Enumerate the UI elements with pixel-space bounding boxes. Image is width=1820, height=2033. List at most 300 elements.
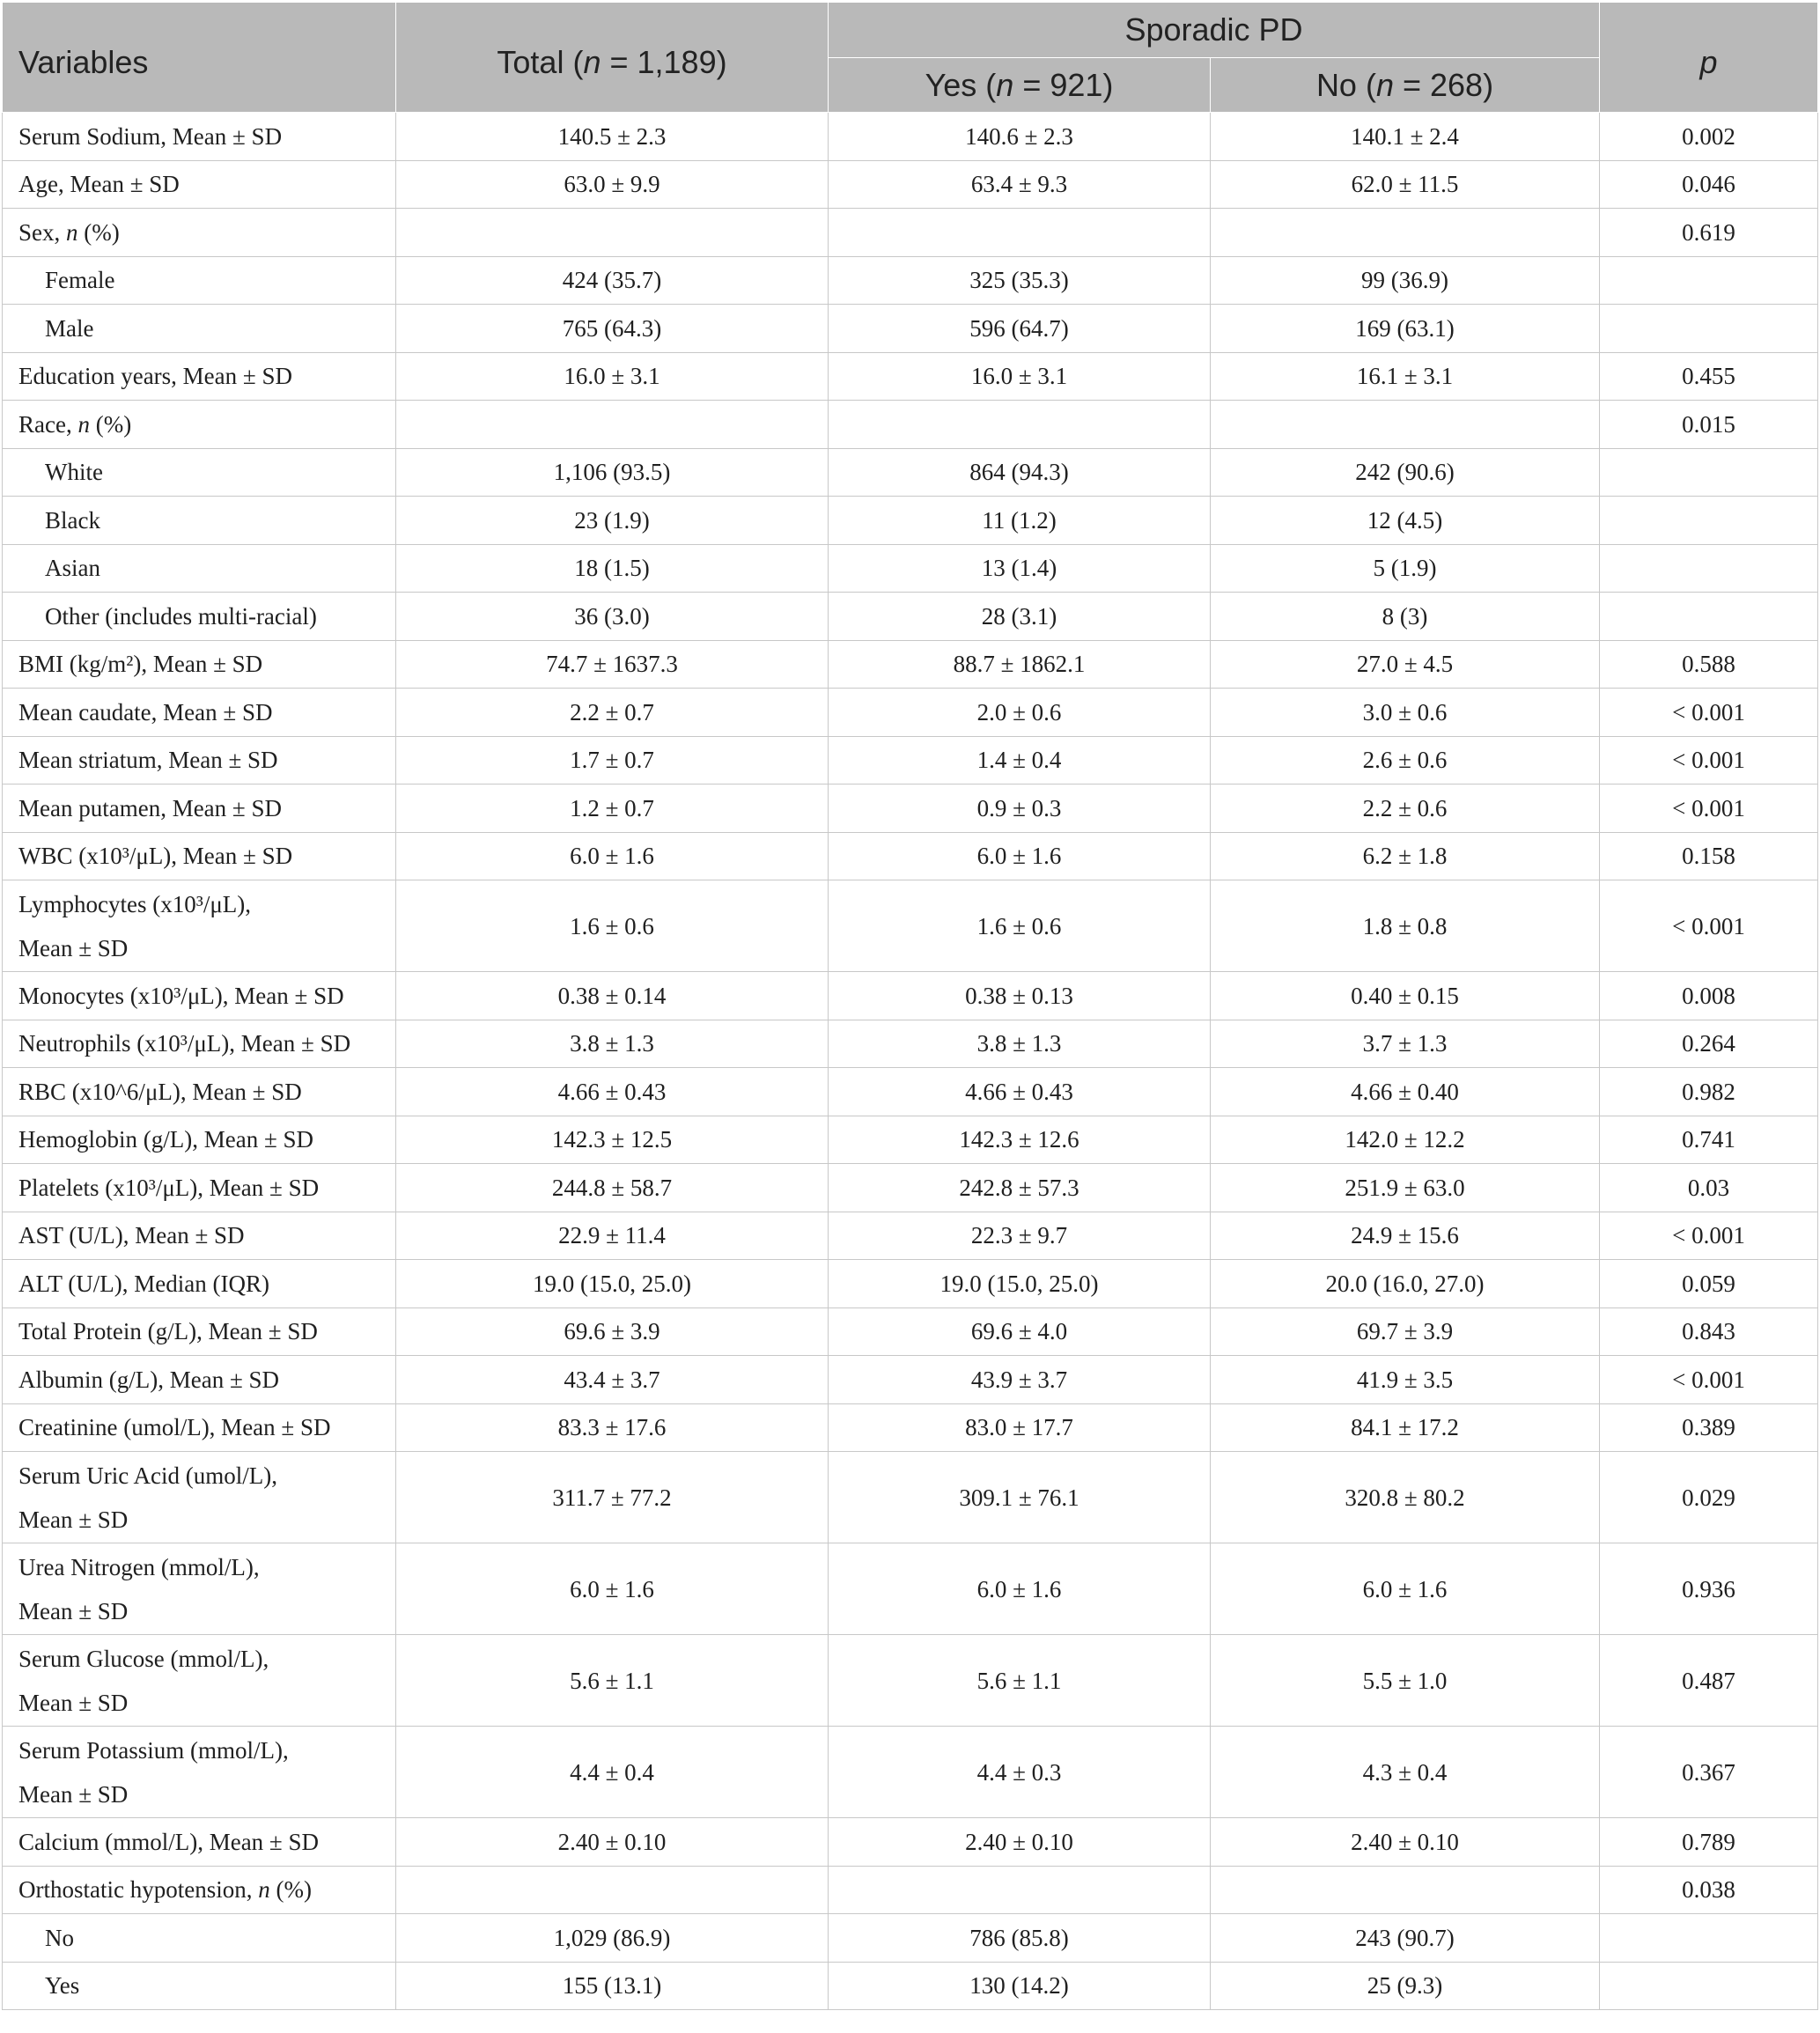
cell-p-value-text: 0.588 — [1682, 651, 1735, 678]
table-row — [3, 209, 1818, 257]
cell-pd-no-text: 99 (36.9) — [1361, 267, 1448, 294]
row-label-text: AST (U/L), Mean ± SD — [18, 1222, 245, 1249]
cell-pd-no-text: 2.6 ± 0.6 — [1362, 747, 1448, 774]
cell-total-text: 69.6 ± 3.9 — [564, 1318, 660, 1345]
row-label — [3, 305, 396, 353]
cell-total-text: 765 (64.3) — [562, 314, 662, 342]
table-row — [3, 401, 1818, 449]
cell-pd-no-text: 1.8 ± 0.8 — [1362, 912, 1448, 939]
cell-pd-yes — [829, 544, 1211, 593]
cell-pd-yes — [829, 593, 1211, 641]
cell-pd-no-text: 8 (3) — [1382, 602, 1428, 630]
cell-pd-no — [1211, 1452, 1600, 1543]
table-row — [3, 1307, 1818, 1356]
row-label-text: Mean caudate, Mean ± SD — [18, 698, 273, 726]
cell-p-value-text: 0.487 — [1682, 1667, 1735, 1694]
cell-pd-yes — [829, 1866, 1211, 1914]
row-label — [3, 1635, 396, 1727]
cell-p-value — [1600, 1164, 1818, 1212]
cell-total-text: 1.2 ± 0.7 — [570, 794, 654, 821]
cell-pd-no — [1211, 593, 1600, 641]
cell-pd-yes-text: 596 (64.7) — [969, 314, 1069, 342]
cell-pd-no-text: 2.40 ± 0.10 — [1351, 1828, 1459, 1855]
row-label-text: Sex, n (%) — [18, 218, 120, 246]
cell-pd-no-text: 243 (90.7) — [1355, 1924, 1455, 1951]
cell-total — [396, 1116, 829, 1164]
cell-p-value — [1600, 113, 1818, 161]
cell-pd-yes-text: 11 (1.2) — [982, 506, 1057, 534]
cell-p-value-text: 0.029 — [1682, 1484, 1735, 1511]
cell-pd-no — [1211, 972, 1600, 1020]
cell-pd-no-text: 140.1 ± 2.4 — [1351, 122, 1459, 150]
cell-total-text: 16.0 ± 3.1 — [564, 363, 660, 390]
cell-pd-no — [1211, 1727, 1600, 1818]
row-label-text: Serum Uric Acid (umol/L), Mean ± SD — [18, 1462, 277, 1533]
row-label-text: Mean putamen, Mean ± SD — [18, 794, 283, 821]
cell-total-text: 83.3 ± 17.6 — [557, 1414, 667, 1441]
table-row — [3, 160, 1818, 209]
cell-p-value — [1600, 1020, 1818, 1068]
cell-total-text: 1,029 (86.9) — [553, 1924, 671, 1951]
cell-total-text: 3.8 ± 1.3 — [570, 1030, 654, 1057]
cell-p-value-text: < 0.001 — [1672, 747, 1745, 774]
cell-total — [396, 640, 829, 689]
row-label-text: Hemoglobin (g/L), Mean ± SD — [18, 1126, 314, 1153]
row-label — [3, 784, 396, 833]
cell-p-value-text: 0.619 — [1682, 218, 1735, 246]
row-label-text: BMI (kg/m²), Mean ± SD — [18, 651, 263, 678]
cell-p-value — [1600, 1727, 1818, 1818]
cell-total — [396, 689, 829, 737]
cell-p-value — [1600, 1116, 1818, 1164]
row-label — [3, 160, 396, 209]
cell-p-value-text: 0.367 — [1682, 1758, 1735, 1786]
cell-pd-no — [1211, 113, 1600, 161]
row-label-text: Mean striatum, Mean ± SD — [18, 747, 278, 774]
cell-pd-no-text: 169 (63.1) — [1355, 314, 1455, 342]
cell-pd-no-text: 25 (9.3) — [1367, 1972, 1443, 2000]
cell-pd-yes — [829, 1356, 1211, 1404]
cell-p-value — [1600, 209, 1818, 257]
row-label — [3, 593, 396, 641]
row-label-text: Urea Nitrogen (mmol/L), Mean ± SD — [18, 1553, 260, 1624]
cell-total — [396, 1260, 829, 1308]
cell-total-text: 311.7 ± 77.2 — [552, 1484, 672, 1511]
cell-pd-no — [1211, 1914, 1600, 1963]
cell-pd-no — [1211, 1307, 1600, 1356]
cell-pd-yes — [829, 1727, 1211, 1818]
cell-total-text: 74.7 ± 1637.3 — [546, 651, 678, 678]
row-label-text: Other (includes multi-racial) — [45, 602, 317, 630]
cell-p-value — [1600, 1452, 1818, 1543]
cell-pd-no — [1211, 640, 1600, 689]
cell-p-value — [1600, 593, 1818, 641]
cell-total-text: 142.3 ± 12.5 — [551, 1126, 673, 1153]
row-label — [3, 1962, 396, 2010]
table-row — [3, 880, 1818, 972]
cell-pd-yes-text: 83.0 ± 17.7 — [965, 1414, 1073, 1441]
cell-pd-no — [1211, 305, 1600, 353]
cell-p-value — [1600, 1212, 1818, 1260]
cell-p-value — [1600, 689, 1818, 737]
cell-total — [396, 1307, 829, 1356]
table-row — [3, 1403, 1818, 1452]
row-label-text: RBC (x10^6/μL), Mean ± SD — [18, 1078, 302, 1105]
row-label — [3, 1356, 396, 1404]
cell-p-value — [1600, 1818, 1818, 1867]
cell-pd-yes-text: 786 (85.8) — [969, 1924, 1069, 1951]
cell-pd-no — [1211, 1818, 1600, 1867]
cell-total-text: 4.66 ± 0.43 — [557, 1078, 667, 1105]
cell-pd-no — [1211, 1635, 1600, 1727]
row-label-text: Yes — [45, 1972, 80, 2000]
cell-pd-yes — [829, 880, 1211, 972]
cell-pd-yes — [829, 1962, 1211, 2010]
cell-pd-no-text: 16.1 ± 3.1 — [1356, 363, 1454, 390]
cell-pd-no — [1211, 832, 1600, 880]
cell-total — [396, 1866, 829, 1914]
row-label — [3, 401, 396, 449]
cell-pd-no-text: 20.0 (16.0, 27.0) — [1325, 1270, 1485, 1297]
cell-pd-yes — [829, 1212, 1211, 1260]
cell-pd-no — [1211, 784, 1600, 833]
cell-pd-yes-text: 16.0 ± 3.1 — [970, 363, 1068, 390]
header-p-value: p — [1600, 3, 1818, 113]
cell-pd-no-text: 4.66 ± 0.40 — [1351, 1078, 1459, 1105]
cell-pd-yes-text: 242.8 ± 57.3 — [959, 1174, 1079, 1201]
cell-total — [396, 209, 829, 257]
cell-pd-yes — [829, 1914, 1211, 1963]
cell-pd-yes — [829, 1818, 1211, 1867]
cell-pd-yes — [829, 689, 1211, 737]
cell-pd-yes-text: 13 (1.4) — [981, 555, 1057, 582]
row-label — [3, 1818, 396, 1867]
cell-p-value-text: < 0.001 — [1672, 698, 1745, 726]
cell-pd-yes — [829, 1164, 1211, 1212]
cell-pd-no — [1211, 1543, 1600, 1635]
cell-total-text: 6.0 ± 1.6 — [570, 843, 654, 870]
cell-p-value — [1600, 640, 1818, 689]
cell-total-text: 1,106 (93.5) — [553, 459, 671, 486]
cell-total — [396, 352, 829, 401]
cell-total — [396, 256, 829, 305]
cell-p-value — [1600, 1914, 1818, 1963]
cell-total-text: 18 (1.5) — [574, 555, 650, 582]
cell-p-value-text: 0.455 — [1682, 363, 1735, 390]
cell-total — [396, 1403, 829, 1452]
cell-pd-yes-text: 69.6 ± 4.0 — [970, 1318, 1068, 1345]
cell-total — [396, 1543, 829, 1635]
cell-pd-no — [1211, 1403, 1600, 1452]
cell-total — [396, 736, 829, 784]
cell-total — [396, 1164, 829, 1212]
cell-total — [396, 972, 829, 1020]
cell-pd-no — [1211, 1068, 1600, 1116]
row-label-text: Total Protein (g/L), Mean ± SD — [18, 1318, 318, 1345]
cell-total-text: 1.6 ± 0.6 — [570, 912, 654, 939]
cell-pd-no — [1211, 736, 1600, 784]
cell-p-value-text: < 0.001 — [1672, 794, 1745, 821]
header-sporadic-pd: Sporadic PD — [829, 3, 1600, 58]
table-row — [3, 1818, 1818, 1867]
cell-total-text: 0.38 ± 0.14 — [557, 982, 667, 1009]
cell-pd-yes — [829, 1635, 1211, 1727]
row-label — [3, 256, 396, 305]
row-label — [3, 209, 396, 257]
table-row — [3, 640, 1818, 689]
cell-pd-yes-text: 1.4 ± 0.4 — [976, 747, 1062, 774]
row-label — [3, 544, 396, 593]
cell-pd-yes — [829, 209, 1211, 257]
cell-p-value-text: 0.038 — [1682, 1876, 1735, 1904]
table-row — [3, 736, 1818, 784]
cell-total — [396, 497, 829, 545]
row-label — [3, 1727, 396, 1818]
cell-p-value — [1600, 497, 1818, 545]
cell-p-value — [1600, 1962, 1818, 2010]
cell-pd-no — [1211, 544, 1600, 593]
cell-pd-no-text: 24.9 ± 15.6 — [1351, 1222, 1459, 1249]
cell-p-value — [1600, 736, 1818, 784]
cell-p-value — [1600, 352, 1818, 401]
header-yes: Yes (n = 921) — [829, 58, 1211, 113]
cell-p-value-text: 0.046 — [1682, 171, 1735, 198]
cell-pd-no — [1211, 209, 1600, 257]
cell-pd-yes — [829, 1403, 1211, 1452]
table-row — [3, 497, 1818, 545]
row-label-text: Albumin (g/L), Mean ± SD — [18, 1366, 280, 1393]
cell-pd-no-text: 2.2 ± 0.6 — [1362, 794, 1448, 821]
cell-pd-no-text: 27.0 ± 4.5 — [1356, 651, 1454, 678]
cell-pd-yes-text: 130 (14.2) — [969, 1972, 1069, 2000]
table-row — [3, 1543, 1818, 1635]
cell-p-value — [1600, 972, 1818, 1020]
table-row — [3, 1020, 1818, 1068]
cell-total — [396, 113, 829, 161]
row-label — [3, 1164, 396, 1212]
header-variables: Variables — [3, 3, 396, 113]
row-label — [3, 736, 396, 784]
cell-p-value — [1600, 832, 1818, 880]
cell-pd-yes-text: 4.66 ± 0.43 — [965, 1078, 1073, 1105]
table-row — [3, 1212, 1818, 1260]
cell-total — [396, 1727, 829, 1818]
cell-total-text: 19.0 (15.0, 25.0) — [533, 1270, 691, 1297]
row-label — [3, 1452, 396, 1543]
row-label — [3, 1866, 396, 1914]
table-row — [3, 972, 1818, 1020]
cell-pd-yes — [829, 736, 1211, 784]
cell-pd-yes — [829, 1260, 1211, 1308]
cell-pd-yes — [829, 256, 1211, 305]
cell-pd-yes — [829, 1543, 1211, 1635]
cell-p-value — [1600, 544, 1818, 593]
cell-pd-no-text: 41.9 ± 3.5 — [1356, 1366, 1454, 1393]
cell-pd-yes-text: 4.4 ± 0.3 — [976, 1758, 1062, 1786]
cell-total-text: 6.0 ± 1.6 — [570, 1575, 654, 1602]
cell-p-value-text: 0.03 — [1687, 1174, 1730, 1201]
table-row — [3, 1635, 1818, 1727]
cell-total — [396, 160, 829, 209]
cell-p-value-text: 0.264 — [1682, 1030, 1735, 1057]
cell-p-value — [1600, 784, 1818, 833]
cell-p-value — [1600, 880, 1818, 972]
cell-pd-no — [1211, 352, 1600, 401]
table-row — [3, 1452, 1818, 1543]
cell-pd-no-text: 242 (90.6) — [1355, 459, 1455, 486]
row-label-text: Serum Glucose (mmol/L), Mean ± SD — [18, 1645, 269, 1716]
row-label — [3, 1020, 396, 1068]
table-row — [3, 1260, 1818, 1308]
cell-total — [396, 1020, 829, 1068]
cell-pd-yes — [829, 401, 1211, 449]
cell-p-value-text: 0.936 — [1682, 1575, 1735, 1602]
cell-p-value-text: < 0.001 — [1672, 1366, 1745, 1393]
cell-pd-yes — [829, 352, 1211, 401]
cell-pd-no-text: 251.9 ± 63.0 — [1345, 1174, 1465, 1201]
cell-p-value — [1600, 1307, 1818, 1356]
cell-pd-yes — [829, 497, 1211, 545]
cell-pd-yes — [829, 1068, 1211, 1116]
row-label-text: Neutrophils (x10³/μL), Mean ± SD — [18, 1030, 351, 1057]
cell-pd-no — [1211, 497, 1600, 545]
cell-pd-yes-text: 19.0 (15.0, 25.0) — [939, 1270, 1099, 1297]
row-label-text: Age, Mean ± SD — [18, 171, 180, 198]
row-label — [3, 972, 396, 1020]
cell-pd-no — [1211, 1020, 1600, 1068]
cell-pd-yes — [829, 640, 1211, 689]
table-row — [3, 256, 1818, 305]
row-label-text: Race, n (%) — [18, 410, 132, 438]
cell-pd-no — [1211, 1260, 1600, 1308]
cell-pd-yes — [829, 972, 1211, 1020]
table-row — [3, 784, 1818, 833]
row-label-text: Black — [45, 506, 100, 534]
cell-pd-no-text: 6.0 ± 1.6 — [1362, 1575, 1448, 1602]
cell-pd-yes-text: 5.6 ± 1.1 — [976, 1667, 1062, 1694]
table-row — [3, 113, 1818, 161]
cell-pd-yes-text: 140.6 ± 2.3 — [965, 122, 1073, 150]
row-label-text: ALT (U/L), Median (IQR) — [18, 1270, 269, 1297]
row-label-text: Asian — [45, 555, 100, 582]
cell-pd-yes-text: 43.9 ± 3.7 — [970, 1366, 1068, 1393]
cell-p-value-text: 0.059 — [1682, 1270, 1735, 1297]
cell-pd-yes-text: 3.8 ± 1.3 — [976, 1030, 1062, 1057]
cell-p-value-text: 0.843 — [1682, 1318, 1735, 1345]
cell-total — [396, 593, 829, 641]
table-header — [3, 3, 1818, 113]
cell-pd-no — [1211, 1212, 1600, 1260]
cell-p-value-text: 0.789 — [1682, 1828, 1735, 1855]
baseline-characteristics-table — [2, 2, 1818, 2010]
cell-pd-yes — [829, 1116, 1211, 1164]
cell-total-text: 63.0 ± 9.9 — [564, 171, 660, 198]
cell-total — [396, 1635, 829, 1727]
cell-total-text: 2.2 ± 0.7 — [570, 698, 654, 726]
cell-pd-yes-text: 88.7 ± 1862.1 — [953, 651, 1086, 678]
cell-pd-no-text: 3.0 ± 0.6 — [1362, 698, 1448, 726]
cell-total — [396, 1212, 829, 1260]
table-row — [3, 305, 1818, 353]
cell-pd-yes — [829, 113, 1211, 161]
row-label — [3, 1543, 396, 1635]
cell-total — [396, 1818, 829, 1867]
cell-p-value — [1600, 1543, 1818, 1635]
cell-pd-no-text: 0.40 ± 0.15 — [1351, 982, 1459, 1009]
cell-pd-no — [1211, 256, 1600, 305]
cell-pd-yes-text: 0.38 ± 0.13 — [965, 982, 1073, 1009]
cell-pd-yes-text: 0.9 ± 0.3 — [976, 794, 1062, 821]
row-label-text: White — [45, 459, 103, 486]
cell-total-text: 424 (35.7) — [562, 267, 662, 294]
table-row — [3, 1962, 1818, 2010]
cell-total-text: 140.5 ± 2.3 — [557, 122, 667, 150]
table-row — [3, 1914, 1818, 1963]
cell-p-value — [1600, 1260, 1818, 1308]
row-label-text: Platelets (x10³/μL), Mean ± SD — [18, 1174, 320, 1201]
cell-pd-no — [1211, 1866, 1600, 1914]
row-label-text: Female — [45, 267, 115, 294]
table-row — [3, 448, 1818, 497]
row-label — [3, 1212, 396, 1260]
cell-pd-yes — [829, 305, 1211, 353]
row-label — [3, 1068, 396, 1116]
cell-p-value-text: 0.158 — [1682, 843, 1735, 870]
cell-total-text: 5.6 ± 1.1 — [570, 1667, 654, 1694]
table-row — [3, 689, 1818, 737]
cell-p-value-text: 0.002 — [1682, 122, 1735, 150]
table-row — [3, 1356, 1818, 1404]
cell-pd-yes-text: 6.0 ± 1.6 — [976, 843, 1062, 870]
cell-total-text: 1.7 ± 0.7 — [570, 747, 654, 774]
table-row — [3, 1164, 1818, 1212]
cell-pd-no — [1211, 448, 1600, 497]
cell-pd-yes — [829, 1452, 1211, 1543]
row-label-text: Monocytes (x10³/μL), Mean ± SD — [18, 982, 344, 1009]
row-label-text: Serum Potassium (mmol/L), Mean ± SD — [18, 1736, 289, 1808]
cell-p-value — [1600, 160, 1818, 209]
row-label — [3, 832, 396, 880]
cell-total-text: 23 (1.9) — [574, 506, 650, 534]
cell-total — [396, 1356, 829, 1404]
cell-pd-yes-text: 28 (3.1) — [981, 602, 1057, 630]
cell-total-text: 4.4 ± 0.4 — [570, 1758, 654, 1786]
cell-pd-no-text: 12 (4.5) — [1367, 506, 1443, 534]
cell-pd-yes — [829, 1020, 1211, 1068]
row-label-text: Creatinine (umol/L), Mean ± SD — [18, 1414, 331, 1441]
cell-total — [396, 1962, 829, 2010]
cell-p-value-text: 0.741 — [1682, 1126, 1735, 1153]
cell-p-value-text: < 0.001 — [1672, 912, 1745, 939]
cell-pd-yes — [829, 832, 1211, 880]
cell-total — [396, 305, 829, 353]
table-row — [3, 832, 1818, 880]
cell-p-value-text: 0.982 — [1682, 1078, 1735, 1105]
cell-pd-no-text: 6.2 ± 1.8 — [1362, 843, 1448, 870]
cell-p-value — [1600, 401, 1818, 449]
cell-total — [396, 1914, 829, 1963]
row-label — [3, 1403, 396, 1452]
cell-pd-yes-text: 63.4 ± 9.3 — [970, 171, 1068, 198]
cell-p-value-text: 0.389 — [1682, 1414, 1735, 1441]
cell-pd-no-text: 69.7 ± 3.9 — [1356, 1318, 1454, 1345]
cell-p-value — [1600, 256, 1818, 305]
cell-pd-yes — [829, 448, 1211, 497]
cell-total-text: 43.4 ± 3.7 — [564, 1366, 660, 1393]
cell-p-value — [1600, 1356, 1818, 1404]
cell-pd-no-text: 5 (1.9) — [1373, 555, 1437, 582]
cell-total — [396, 832, 829, 880]
